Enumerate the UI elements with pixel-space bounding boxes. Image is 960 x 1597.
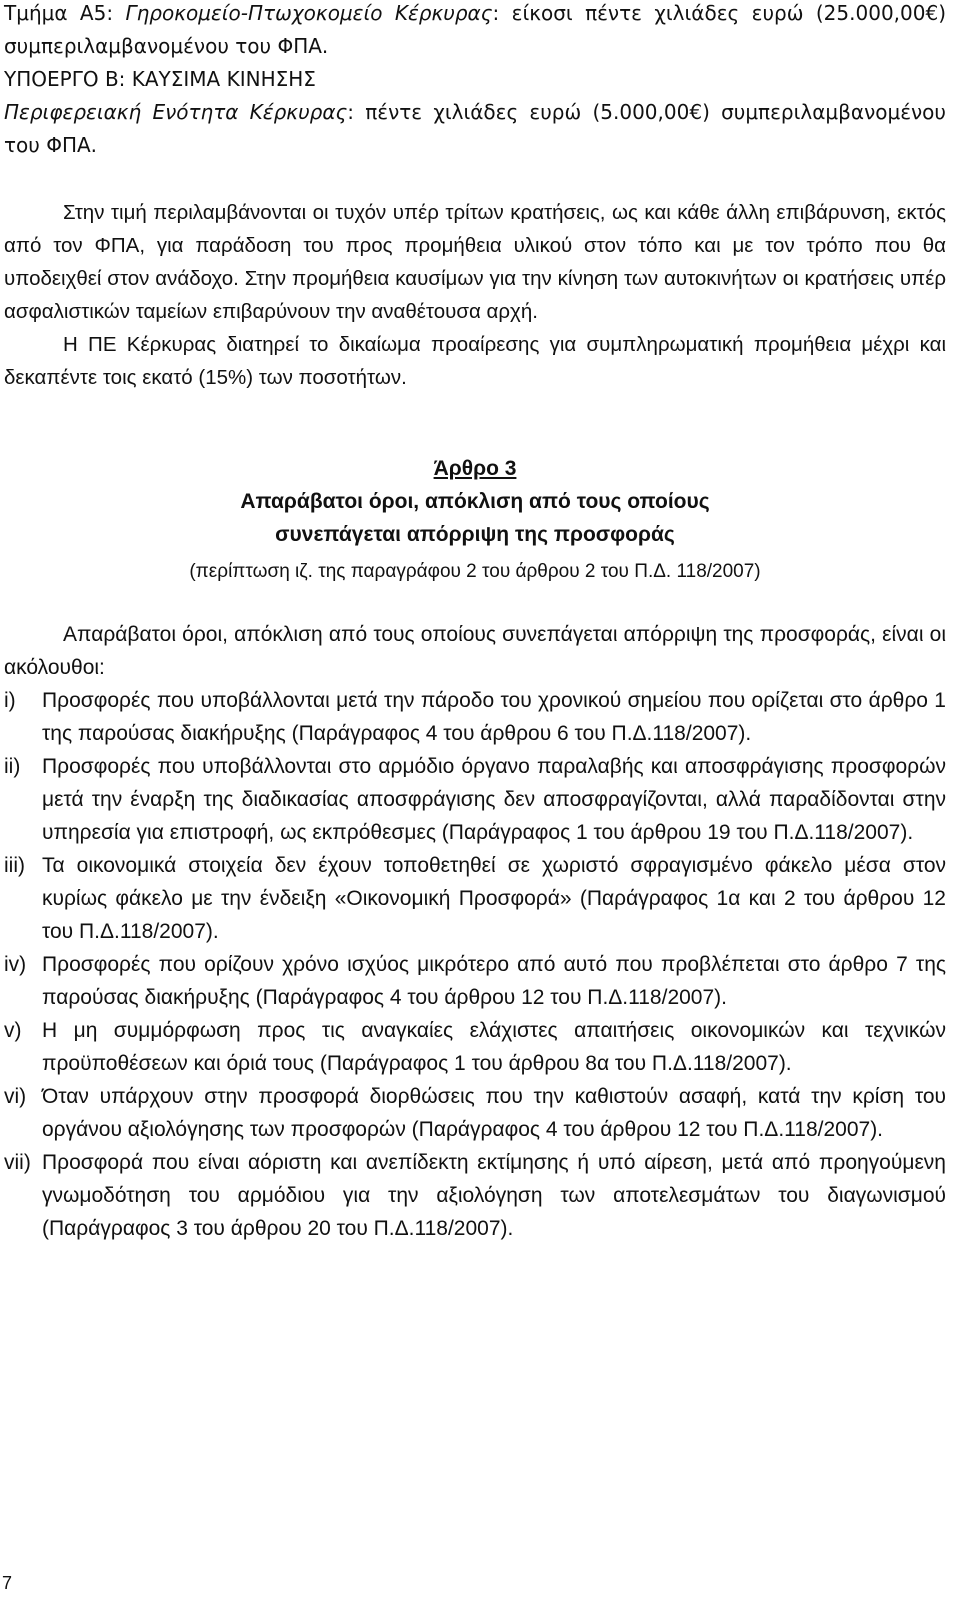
- list-item-text: Η μη συμμόρφωση προς τις αναγκαίες ελάχιστες απαιτήσεις οικονομικών και τεχνικών προϋποθέσεων και όριά τους (Παράγραφος 1 του άρθρου 8α του Π.Δ.118/2007).: [42, 1019, 946, 1075]
- subproject-heading: ΥΠΟΕΡΓΟ Β: ΚΑΥΣΙΜΑ ΚΙΝΗΣΗΣ: [4, 67, 316, 91]
- list-item-number: ii): [4, 755, 21, 778]
- list-item: [4, 948, 946, 1014]
- article-number: Άρθρο 3: [433, 457, 517, 480]
- list-item: [4, 750, 946, 849]
- budget-line-fuel-amount: : πέντε χιλιάδες ευρώ (5.000,00€) συμπεριλαμβανομένου του ΦΠΑ.: [4, 100, 946, 157]
- list-item-number: iv): [4, 953, 27, 976]
- article-reference: (περίπτωση ιζ. της παραγράφου 2 του άρθρου 2 του Π.Δ. 118/2007): [189, 561, 761, 582]
- list-item-text: Προσφορές που υποβάλλονται στο αρμόδιο όργανο παραλαβής και αποσφράγισης προσφορών μετά την έναρξη της διαδικασίας αποσφράγισης δεν αποσφραγίζονται, αλλά παραδίδονται στην υπηρεσία για επιστροφή, ως εκπρόθεσμες (Παράγραφος 1 του άρθρου 19 του Π.Δ.118/2007).: [42, 755, 946, 844]
- page-number: 7: [2, 1573, 13, 1593]
- budget-line-fuel-entity: Περιφερειακή Ενότητα Κέρκυρας: [4, 100, 348, 124]
- list-item: [4, 1080, 946, 1146]
- conditions-list: [4, 684, 946, 1245]
- budget-section: [4, 0, 946, 162]
- list-item-text: Προσφορές που υποβάλλονται μετά την πάροδο του χρονικού σημείου που ορίζεται στο άρθρο 1 της παρούσας διακήρυξης (Παράγραφος 4 του άρθρου 6 του Π.Δ.118/2007).: [42, 689, 946, 745]
- article-intro: Απαράβατοι όροι, απόκλιση από τους οποίους συνεπάγεται απόρριψη της προσφοράς, είναι οι ακόλουθοι:: [4, 623, 946, 679]
- list-item-text: Τα οικονομικά στοιχεία δεν έχουν τοποθετηθεί σε χωριστό σφραγισμένο φάκελο μέσα στον κυρίως φάκελο με την ένδειξη «Οικονομική Προσφορά» (Παράγραφος 1α και 2 του άρθρου 12 του Π.Δ.118/2007).: [42, 854, 946, 943]
- list-item: [4, 1014, 946, 1080]
- article-title-line-2: συνεπάγεται απόρριψη της προσφοράς: [275, 523, 675, 546]
- price-paragraph: Στην τιμή περιλαμβάνονται οι τυχόν υπέρ τρίτων κρατήσεις, ως και κάθε άλλη επιβάρυνση, εκτός από τον ΦΠΑ, για παράδοση του προς προμήθεια υλικού στον τόπο και με τον τρόπο που θα υποδειχθεί στον ανάδοχο. Στην προμήθεια καυσίμων για την κίνηση των αυτοκινήτων οι κρατήσεις υπέρ ασφαλιστικών ταμείων επιβαρύνουν την αναθέτουσα αρχή.: [4, 201, 946, 323]
- list-item-text: Προσφορά που είναι αόριστη και ανεπίδεκτη εκτίμησης ή υπό αίρεση, μετά από προηγούμενη γνωμοδότηση του αρμόδιου για την αξιολόγηση των αποτελεσμάτων του διαγωνισμού (Παράγραφος 3 του άρθρου 20 του Π.Δ.118/2007).: [42, 1151, 946, 1240]
- list-item-text: Προσφορές που ορίζουν χρόνο ισχύος μικρότερο από αυτό που προβλέπεται στο άρθρο 7 της παρούσας διακήρυξης (Παράγραφος 4 του άρθρου 12 του Π.Δ.118/2007).: [42, 953, 946, 1009]
- budget-line-a5-entity: Γηροκομείο-Πτωχοκομείο Κέρκυρας: [125, 1, 493, 25]
- article-heading: [4, 452, 946, 585]
- list-item: [4, 684, 946, 750]
- list-item-number: vi): [4, 1085, 27, 1108]
- list-item: [4, 1146, 946, 1245]
- budget-line-a5-prefix: Τμήμα Α5:: [4, 1, 126, 25]
- budget-line-a5: [4, 0, 946, 63]
- list-item-text: Όταν υπάρχουν στην προσφορά διορθώσεις που την καθιστούν ασαφή, κατά την κρίση του οργάνου αξιολόγησης των προσφορών (Παράγραφος 4 του άρθρου 12 του Π.Δ.118/2007).: [42, 1085, 946, 1141]
- list-item-number: i): [4, 689, 16, 712]
- option-paragraph: Η ΠΕ Κέρκυρας διατηρεί το δικαίωμα προαίρεσης για συμπληρωματική προμήθεια μέχρι και δεκαπέντε τοις εκατό (15%) των ποσοτήτων.: [4, 333, 946, 389]
- budget-line-a5-amount: : είκοσι πέντε χιλιάδες ευρώ (25.000,00€) συμπεριλαμβανομένου του ΦΠΑ.: [4, 1, 946, 58]
- list-item-number: iii): [4, 854, 25, 877]
- list-item-number: v): [4, 1019, 22, 1042]
- list-item: [4, 849, 946, 948]
- budget-line-fuel: [4, 96, 946, 162]
- terms-section: [4, 196, 946, 394]
- list-item-number: vii): [4, 1151, 31, 1174]
- article-title-line-1: Απαράβατοι όροι, απόκλιση από τους οποίους: [240, 490, 710, 513]
